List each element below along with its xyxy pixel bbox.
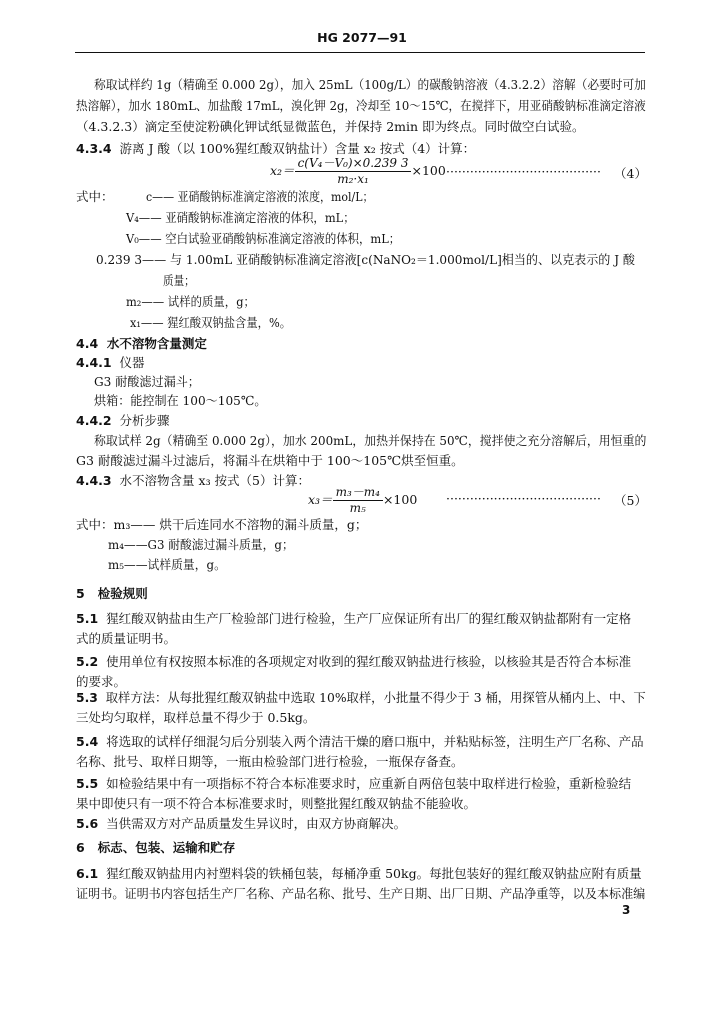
clause-text: 水不溶物含量 x₃ 按式（5）计算： [119,473,311,488]
section-5 [76,585,646,603]
paragraph-line: 名称、批号、取样日期等，一瓶由检验部门进行检验，一瓶保存备查。 [76,754,464,769]
variable-definition: c—— 亚硝酸钠标准滴定溶液的浓度，mol/L； [146,189,374,204]
section-title: 标志、包装、运输和贮存 [97,840,236,855]
clause-number: 5.1 [76,611,99,626]
paragraph-line: （4.3.2.3）滴定至使淀粉碘化钾试纸显微蓝色，并保持 2min 即为终点。同时做空白试验。 [76,119,585,134]
clause-text: 使用单位有权按照本标准的各项规定对收到的猩红酸双钠盐进行核验，以核验其是否符合本标准 [106,654,632,669]
section-title: 水不溶物含量测定 [106,336,207,351]
formula-fraction [333,485,383,516]
paragraph-line: 式的质量证明书。 [76,631,177,646]
variable-definition: m₄——G3 耐酸滤过漏斗质量，g； [108,537,294,552]
section-number: 6 [76,840,85,855]
variable-definition: V₀—— 空白试验亚硝酸钠标准滴定溶液的体积，mL； [126,231,401,246]
clause-6-1 [76,865,646,883]
formula-lhs: x₃＝ [308,492,333,507]
clause-number: 4.4.1 [76,355,112,370]
variable-definition: V₄—— 亚硝酸钠标准滴定溶液的体积，mL； [126,210,355,225]
clause-number: 5.5 [76,776,99,791]
clause-4-4-1 [76,354,646,372]
formula-leader-dots: ······································· [446,164,601,179]
clause-number: 5.4 [76,734,99,749]
clause-number: 5.3 [76,690,98,705]
clause-text: 将选取的试样仔细混匀后分别装入两个清洁干燥的磨口瓶中，并粘贴标签，注明生产厂名称、产品 [106,734,644,749]
clause-5-3 [76,689,646,707]
paragraph-line: G3 耐酸滤过漏斗过滤后，将漏斗在烘箱中于 100～105℃烘至恒重。 [76,453,464,468]
header-rule [75,52,645,53]
clause-5-5 [76,775,646,793]
variable-definition: 式中：m₃—— 烘干后连同水不溶物的漏斗质量，g； [76,517,368,532]
where-label: 式中： [76,189,114,204]
clause-text: 猩红酸双钠盐用内衬塑料袋的铁桶包装，每桶净重 50kg。每批包装好的猩红酸双钠盐应附有质量 [106,866,642,881]
standard-header: HG 2077—91 [317,30,407,45]
variable-definition: x₁—— 猩红酸双钠盐含量，%。 [130,315,292,330]
clause-number: 4.3.4 [76,141,112,156]
clause-title: 分析步骤 [119,413,170,428]
paragraph-line: 热溶解），加水 180mL、加盐酸 17mL，溴化钾 2g，冷却至 10～15℃，在搅拌下，用亚硝酸钠标准滴定溶液 [76,98,646,113]
clause-4-4-2 [76,412,646,430]
paragraph-line: 果中即使只有一项不符合本标准要求时，则整批猩红酸双钠盐不能验收。 [76,796,477,811]
clause-5-1 [76,610,646,628]
clause-title: 仪器 [119,355,145,370]
section-number: 5 [76,586,85,601]
clause-text: 当供需双方对产品质量发生异议时，由双方协商解决。 [106,816,407,831]
instrument-item: G3 耐酸滤过漏斗； [94,374,200,389]
formula-number: （4） [614,166,647,181]
formula-leader-dots: ······································· [446,491,601,506]
clause-text: 游离 J 酸（以 100%猩红酸双钠盐计）含量 x₂ 按式（4）计算： [119,141,476,156]
variable-definition: 0.239 3—— 与 1.00mL 亚硝酸钠标准滴定溶液[c(NaNO₂＝1.000mol/L]相当的、以克表示的 J 酸 [96,252,635,267]
formula-lhs: x₂＝ [270,163,295,178]
formula-numerator: c(V₄－V₀)×0.239 3 [295,156,412,172]
clause-text: 如检验结果中有一项指标不符合本标准要求时，应重新自两倍包装中取样进行检验，重新检验结 [106,776,632,791]
clause-number: 5.2 [76,654,99,669]
clause-5-6 [76,815,646,833]
paragraph-line: 三处均匀取样，取样总量不得少于 0.5kg。 [76,710,316,725]
formula-denominator: m₅ [349,501,366,515]
formula-4 [270,156,446,187]
paragraph-line: 证明书。证明书内容包括生产厂名称、产品名称、批号、生产日期、出厂日期、产品净重等，以及本标准编 [76,886,646,901]
clause-number: 6.1 [76,866,99,881]
formula-multiplier: ×100 [411,163,446,178]
clause-5-4 [76,733,646,751]
formula-fraction [295,156,412,187]
section-6 [76,839,646,857]
section-4-4 [76,335,646,353]
clause-5-2 [76,653,646,671]
variable-definition: m₅——试样质量，g。 [108,557,226,572]
formula-denominator: m₂·x₁ [337,172,369,186]
formula-numerator: m₃－m₄ [333,485,383,501]
paragraph-line: 称取试样 2g（精确至 0.000 2g），加水 200mL，加热并保持在 50℃，搅拌使之充分溶解后，用恒重的 [94,433,647,448]
clause-number: 4.4.3 [76,473,112,488]
clause-text: 取样方法：从每批猩红酸双钠盐中选取 10%取样，小批量不得少于 3 桶，用探管从桶内上、中、下 [105,690,646,705]
section-title: 检验规则 [97,586,148,601]
clause-number: 4.4.2 [76,413,112,428]
variable-definition: m₂—— 试样的质量，g； [126,294,255,309]
paragraph-line: 的要求。 [76,674,127,689]
page-number: 3 [622,903,631,917]
variable-definition-cont: 质量； [163,273,195,288]
clause-text: 猩红酸双钠盐由生产厂检验部门进行检验，生产厂应保证所有出厂的猩红酸双钠盐都附有一定格 [106,611,632,626]
clause-number: 5.6 [76,816,99,831]
formula-multiplier: ×100 [382,492,418,507]
paragraph-line: 称取试样约 1g（精确至 0.000 2g），加入 25mL（100g/L）的碳酸钠溶液（4.3.2.2）溶解（必要时可加 [94,77,646,92]
formula-5 [308,485,417,516]
formula-number: （5） [614,493,647,508]
instrument-item: 烘箱：能控制在 100～105℃。 [94,393,267,408]
section-number: 4.4 [76,336,99,351]
